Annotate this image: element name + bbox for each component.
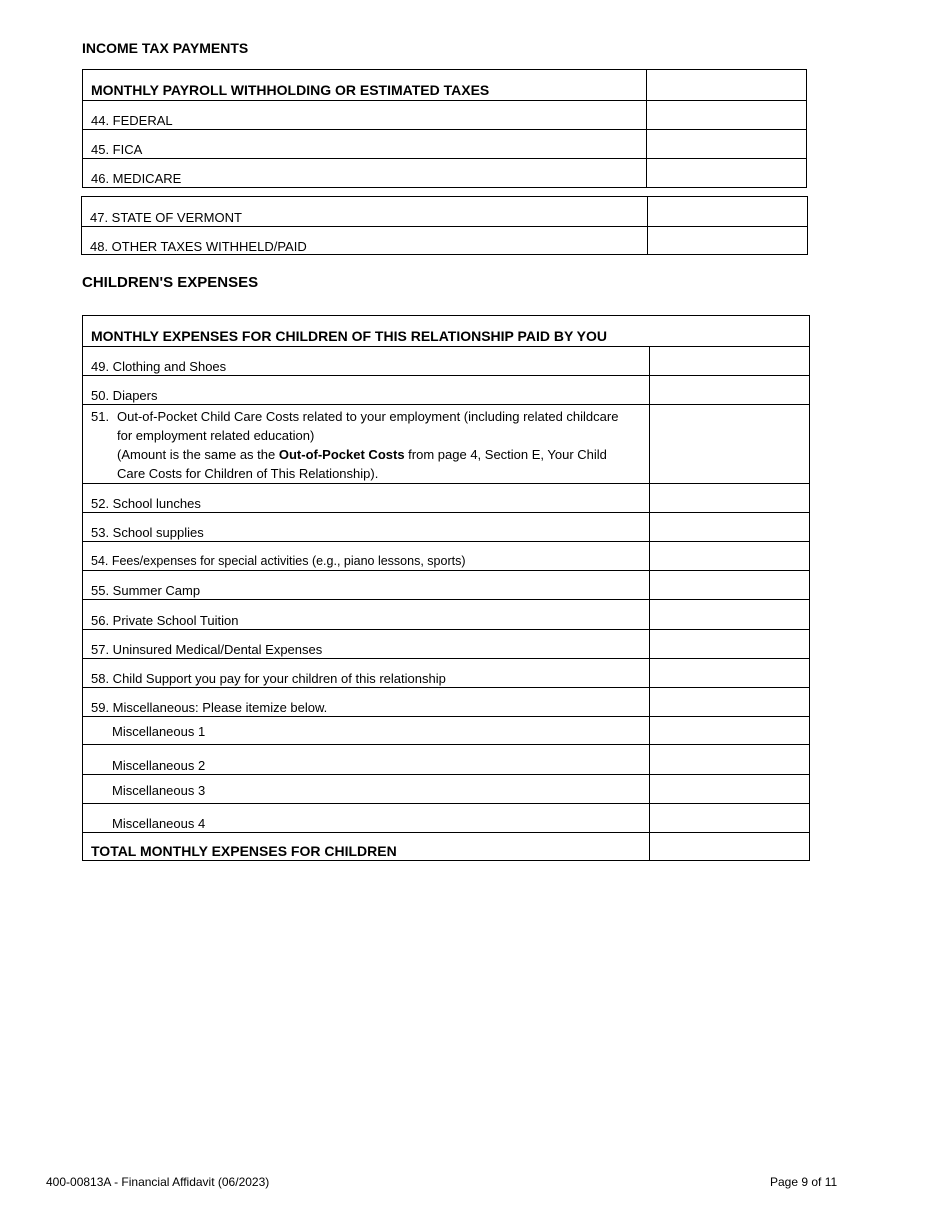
amount-field-misc-4[interactable] [649, 804, 809, 832]
row-51-number: 51. [91, 409, 110, 424]
amount-field-misc-3[interactable] [649, 775, 809, 803]
total-row [83, 832, 809, 861]
row-label: 48. OTHER TAXES WITHHELD/PAID [90, 239, 307, 254]
amount-field-misc-2[interactable] [649, 745, 809, 774]
amount-field-private-school-tuition[interactable] [649, 600, 809, 629]
row-label: 57. Uninsured Medical/Dental Expenses [91, 642, 323, 657]
table-row [83, 570, 809, 599]
row-label: Miscellaneous 3 [112, 783, 206, 798]
amount-field-diapers[interactable] [649, 376, 809, 404]
row-label: 56. Private School Tuition [91, 613, 239, 628]
amount-field-miscellaneous[interactable] [649, 688, 809, 716]
amount-field-medicare[interactable] [646, 159, 806, 187]
row-51-line2 [117, 445, 631, 483]
table-row [83, 375, 809, 404]
row-51-text [91, 407, 631, 483]
table-row [83, 658, 809, 687]
amount-field-school-lunches[interactable] [649, 484, 809, 512]
row-label: 58. Child Support you pay for your children of this relationship [91, 671, 446, 686]
amount-field-special-activities[interactable] [649, 542, 809, 570]
row-label: 55. Summer Camp [91, 583, 201, 598]
row-51-line2-bold: Out-of-Pocket Costs [278, 447, 405, 462]
table-row [83, 629, 809, 658]
row-label: Miscellaneous 1 [112, 724, 206, 739]
row-label: 47. STATE OF VERMONT [90, 210, 242, 225]
row-label: 59. Miscellaneous: Please itemize below. [91, 700, 328, 715]
income-tax-heading: INCOME TAX PAYMENTS [82, 40, 249, 56]
income-tax-table-a [82, 69, 807, 188]
table-row [83, 483, 809, 512]
row-51-line1: Out-of-Pocket Child Care Costs related to your employment (including related childcare for employment related education) [117, 409, 619, 443]
row-51-line2-prefix: (Amount is the same as the [117, 447, 276, 462]
amount-field-misc-1[interactable] [649, 717, 809, 744]
row-label: 53. School supplies [91, 525, 204, 540]
children-expenses-table [82, 315, 810, 861]
row-label: 49. Clothing and Shoes [91, 359, 227, 374]
amount-field-state-of-vermont[interactable] [647, 197, 807, 226]
row-label: 45. FICA [91, 142, 143, 157]
row-label: 52. School lunches [91, 496, 201, 511]
header-amount-cell [646, 70, 806, 100]
amount-field-fica[interactable] [646, 130, 806, 158]
table-row [83, 100, 806, 129]
amount-field-summer-camp[interactable] [649, 571, 809, 599]
table-row [83, 744, 809, 774]
amount-field-child-care[interactable] [649, 405, 809, 483]
table-row [83, 404, 809, 483]
amount-field-uninsured-medical[interactable] [649, 630, 809, 658]
amount-field-clothing[interactable] [649, 347, 809, 375]
table-header-label: MONTHLY EXPENSES FOR CHILDREN OF THIS RELATIONSHIP PAID BY YOU [91, 328, 607, 344]
table-row [83, 803, 809, 832]
table-row [83, 774, 809, 803]
table-row [83, 129, 806, 158]
table-row [83, 599, 809, 629]
row-label: 44. FEDERAL [91, 113, 173, 128]
amount-field-other-taxes[interactable] [647, 227, 807, 255]
row-label: 46. MEDICARE [91, 171, 182, 186]
amount-field-child-support[interactable] [649, 659, 809, 687]
amount-field-total[interactable] [649, 833, 809, 861]
table-header-label: MONTHLY PAYROLL WITHHOLDING OR ESTIMATED TAXES [91, 82, 490, 98]
table-row [82, 197, 807, 226]
table-row [83, 541, 809, 570]
row-label: Miscellaneous 4 [112, 816, 206, 831]
amount-field-federal[interactable] [646, 101, 806, 129]
table-row [83, 687, 809, 716]
footer-form-id: 400-00813A - Financial Affidavit (06/2023) [46, 1175, 270, 1189]
row-label: Miscellaneous 2 [112, 758, 206, 773]
footer-page-number: Page 9 of 11 [770, 1175, 838, 1189]
amount-field-school-supplies[interactable] [649, 513, 809, 541]
total-label: TOTAL MONTHLY EXPENSES FOR CHILDREN [91, 843, 397, 859]
table-header-row [83, 70, 806, 100]
income-tax-table-b [81, 196, 808, 255]
row-label: 50. Diapers [91, 388, 158, 403]
children-expenses-heading: CHILDREN'S EXPENSES [82, 274, 259, 291]
table-row [82, 226, 807, 255]
table-row [83, 158, 806, 187]
row-51-line2-suffix: from page 4, Section E, Your Child Care Costs for Children of This Relationship). [117, 447, 607, 481]
table-header-row [83, 316, 809, 346]
table-row [83, 512, 809, 541]
row-label: 54. Fees/expenses for special activities (e.g., piano lessons, sports) [91, 554, 466, 568]
table-row [83, 716, 809, 744]
table-row [83, 346, 809, 375]
